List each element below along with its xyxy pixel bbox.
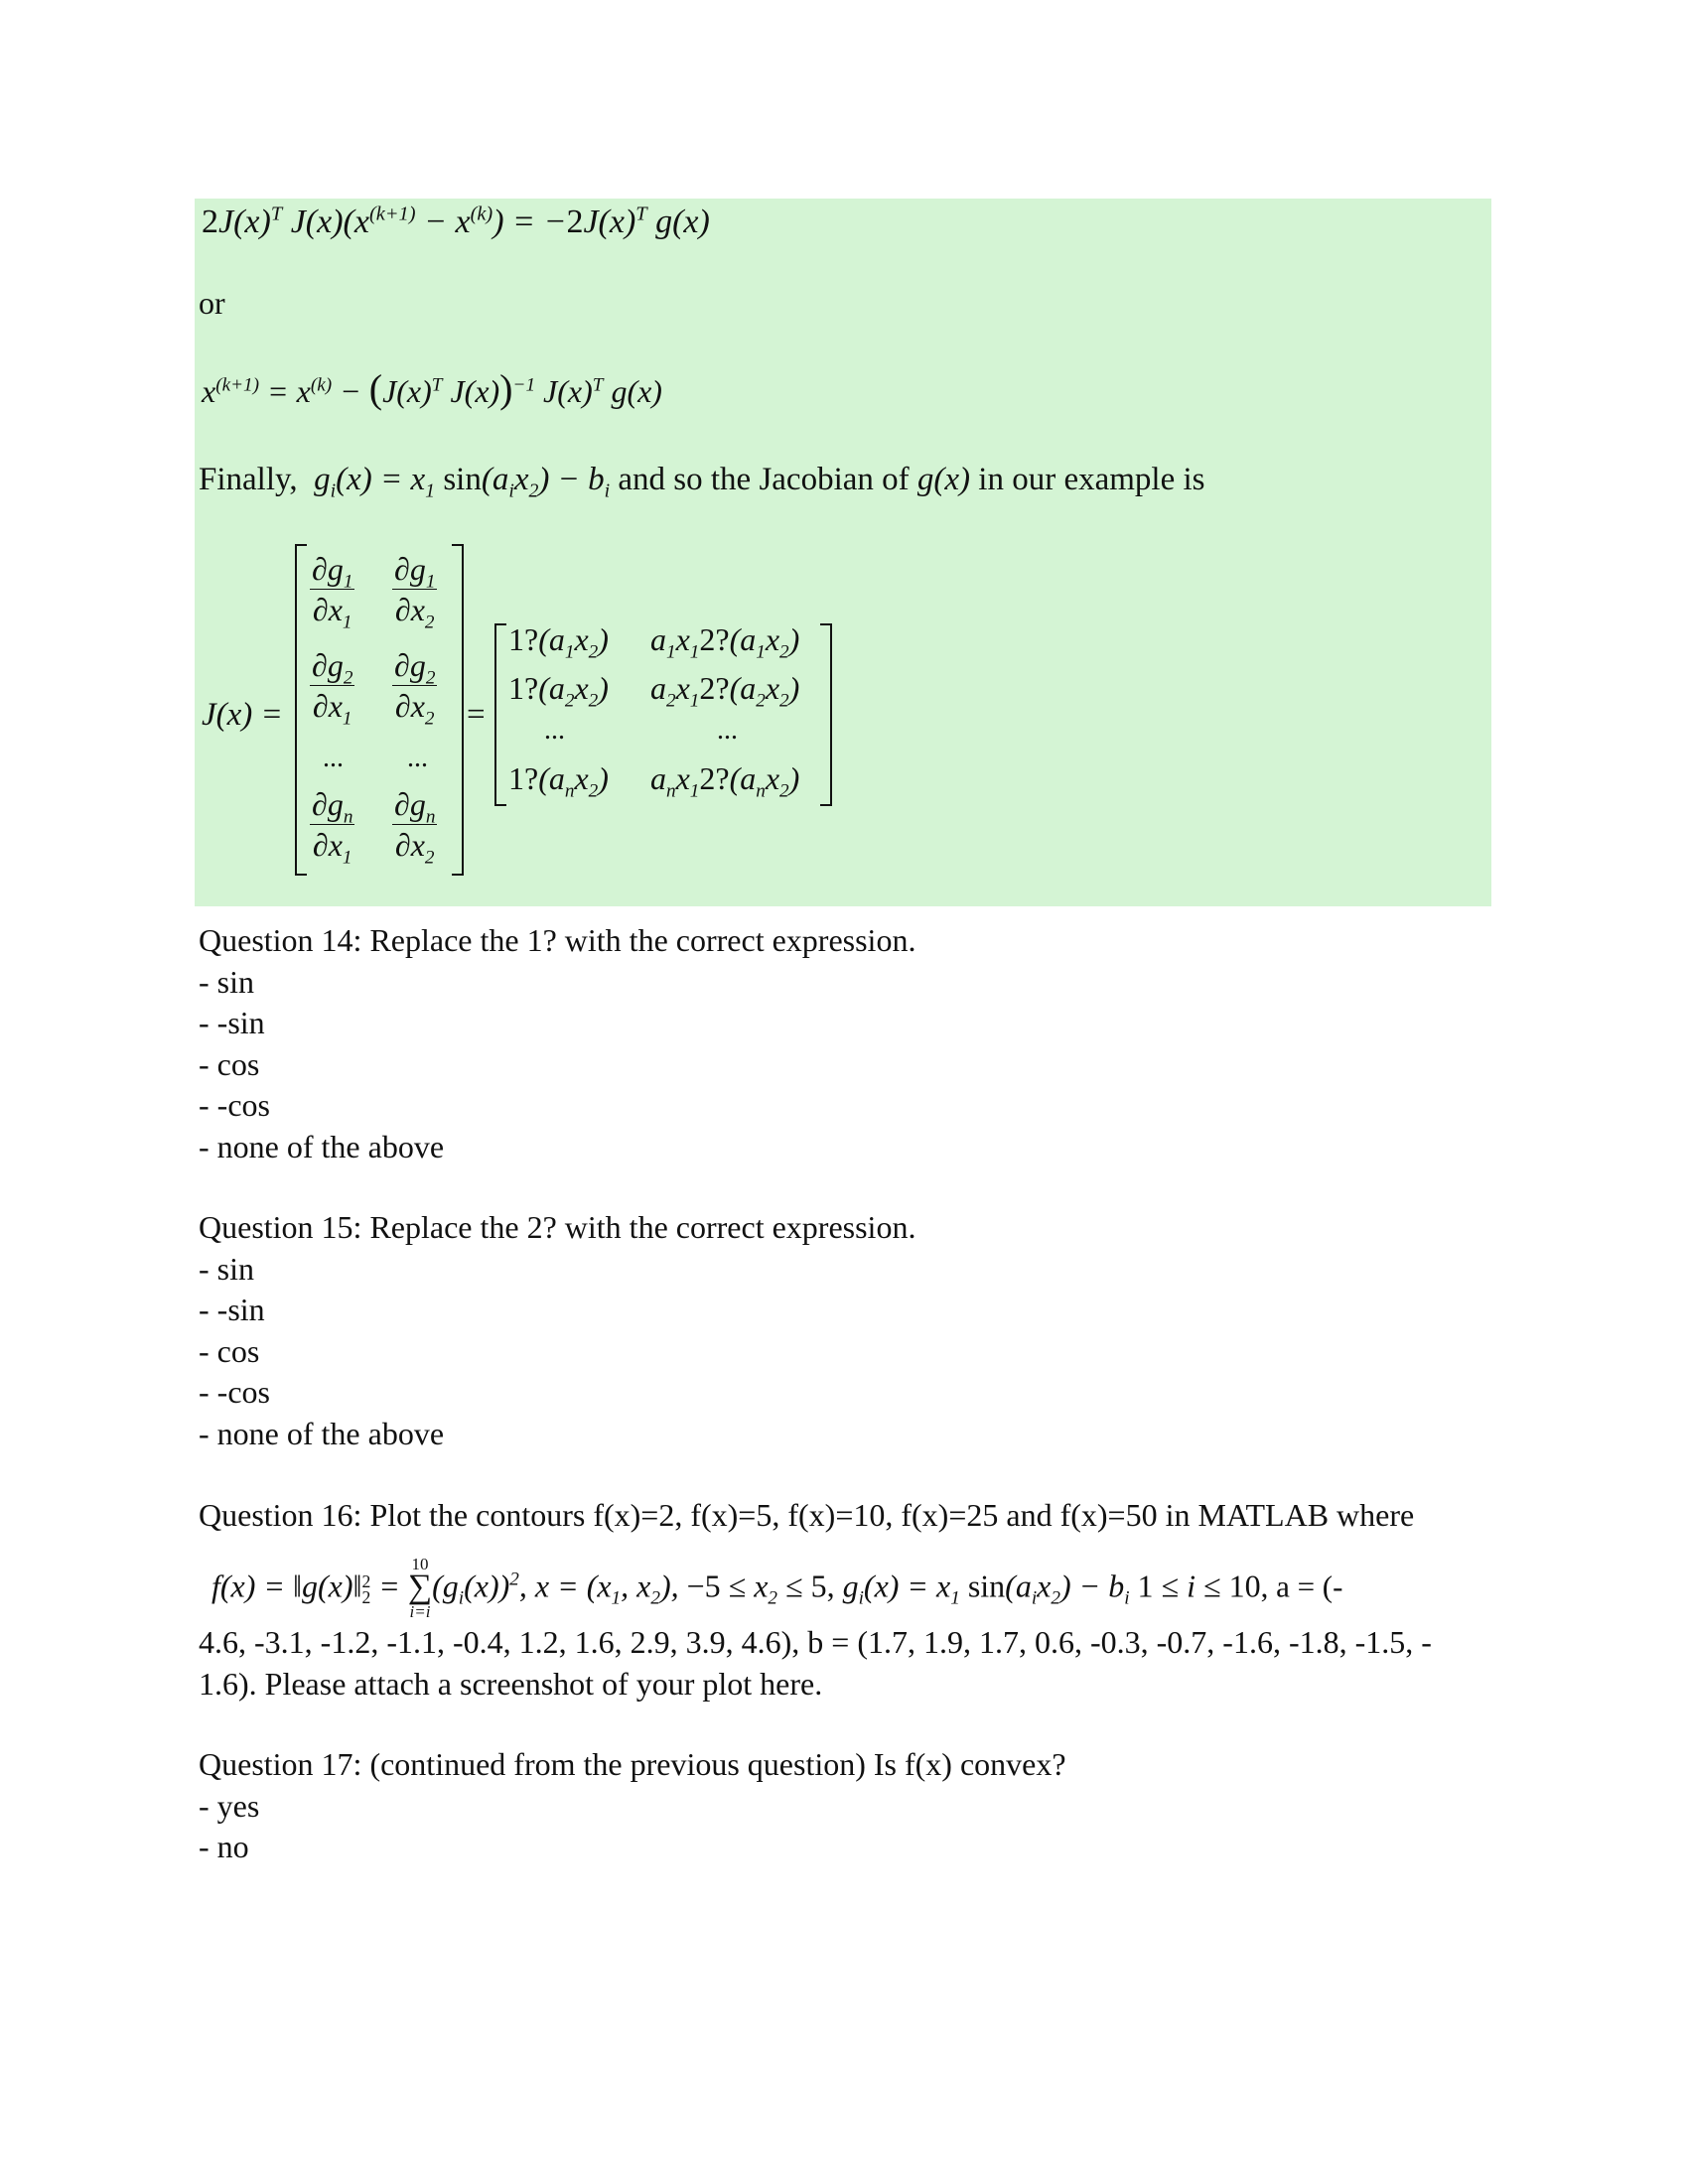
question-17-option[interactable]: - yes	[199, 1787, 260, 1824]
left-matrix-bracket-open	[295, 544, 307, 876]
question-15-option[interactable]: - -sin	[199, 1292, 265, 1327]
rhs-rown-col1: $1?(a_nx_2)$	[508, 760, 609, 802]
finally-mid: and so the Jacobian of	[618, 462, 910, 497]
left-matrix-bracket-close	[452, 544, 464, 876]
right-matrix-bracket-close	[820, 623, 832, 806]
partial-g2-x1: $\frac{\partial g_2}{\partial x_1}$	[312, 647, 353, 730]
update-equation: $x^{(k+1)} = x^{(k)} - (J(x)^T$ J(x))$^{-1}$ $J(x)^T$ g(x)	[202, 366, 662, 411]
left-dots-1: ...	[323, 743, 344, 773]
rhs-row1-col2: $a_1x_12?(a_1x_2)$	[650, 621, 800, 663]
question-15	[199, 1207, 915, 1454]
question-17-title: Question 17: (continued from the previous question) Is f(x) convex?	[199, 1746, 1066, 1782]
rhs-row1-col1: $1?(a_1x_2)$	[508, 621, 609, 663]
question-15-option[interactable]: - cos	[199, 1332, 260, 1369]
question-15-option[interactable]: - none of the above	[199, 1415, 445, 1451]
left-dots-2: ...	[407, 743, 428, 773]
finally-prefix: Finally,	[199, 462, 298, 497]
question-14-title: Question 14: Replace the 1? with the correct expression.	[199, 922, 916, 958]
question-17	[199, 1744, 1066, 1868]
a-vector-start: , a = (-	[1260, 1569, 1343, 1604]
gx-symbol: g(x)	[916, 462, 971, 497]
jacobian-lhs: J(x) =	[202, 697, 283, 733]
derivation-box	[195, 199, 1491, 906]
rhs-dots-1: ...	[544, 715, 565, 746]
finally-suffix: in our example is	[978, 462, 1205, 497]
rhs-dots-2: ...	[717, 715, 738, 746]
question-15-option[interactable]: - sin	[199, 1250, 254, 1287]
finally-line	[199, 460, 1204, 500]
rhs-row2-col1: $1?(a_2x_2)$	[508, 670, 609, 712]
question-16-formula: f(x) = ‖g(x)‖2 2 = 10 ∑ i=i $(g_i(x))^2$, $x = (x_1$, $x_2$), $-5 \le x_2 \le 5$, $g_i(x) = x_1$ $\sin(a_ix_2) - b_i$ 1 ≤ i ≤ 10, a = (-	[211, 1555, 1343, 1621]
question-16-line4: 1.6). Please attach a screenshot of your plot here.	[199, 1666, 823, 1702]
partial-g1-x2: $\frac{\partial g_1}{\partial x_2}$	[394, 551, 436, 633]
partial-g2-x2: $\frac{\partial g_2}{\partial x_2}$	[394, 647, 436, 730]
rhs-rown-col2: $a_nx_12?(a_nx_2)$	[650, 760, 800, 802]
rhs-row2-col2: $a_2x_12?(a_2x_2)$	[650, 670, 800, 712]
question-14-option[interactable]: - cos	[199, 1045, 260, 1082]
question-14-option[interactable]: - sin	[199, 963, 254, 1000]
question-17-option[interactable]: - no	[199, 1829, 249, 1864]
or-text: or	[199, 285, 225, 321]
question-14-option[interactable]: - -cos	[199, 1087, 270, 1123]
question-15-option[interactable]: - -cos	[199, 1374, 270, 1410]
question-14-option[interactable]: - -sin	[199, 1005, 265, 1040]
question-14-option[interactable]: - none of the above	[199, 1128, 445, 1164]
partial-gn-x1: $\frac{\partial g_n}{\partial x_1}$	[312, 786, 353, 869]
question-15-title: Question 15: Replace the 2? with the correct expression.	[199, 1209, 916, 1245]
question-14	[199, 920, 915, 1167]
partial-g1-x1: $\frac{\partial g_1}{\partial x_1}$	[312, 551, 353, 633]
normal-equation: $2J(x)^T$ $J(x)(x^{(k+1)} - x^{(k)}) = -2J(x)^T$ g(x)	[202, 203, 710, 240]
equals-sign: =	[467, 697, 486, 733]
question-16-line3: 4.6, -3.1, -1.2, -1.1, -0.4, 1.2, 1.6, 2.9, 3.9, 4.6), b = (1.7, 1.9, 1.7, 0.6, -0.3, -0.7, -1.6, -1.8, -1.5, -	[199, 1624, 1432, 1660]
partial-gn-x2: $\frac{\partial g_n}{\partial x_2}$	[394, 786, 436, 869]
right-matrix-bracket-open	[494, 623, 506, 806]
question-16-line1: Question 16: Plot the contours f(x)=2, f(x)=5, f(x)=10, f(x)=25 and f(x)=50 in MATLAB where	[199, 1497, 1415, 1533]
g-definition: $g_i(x) = x_1$ $\sin(a_ix_2) - b_i$	[305, 462, 611, 502]
